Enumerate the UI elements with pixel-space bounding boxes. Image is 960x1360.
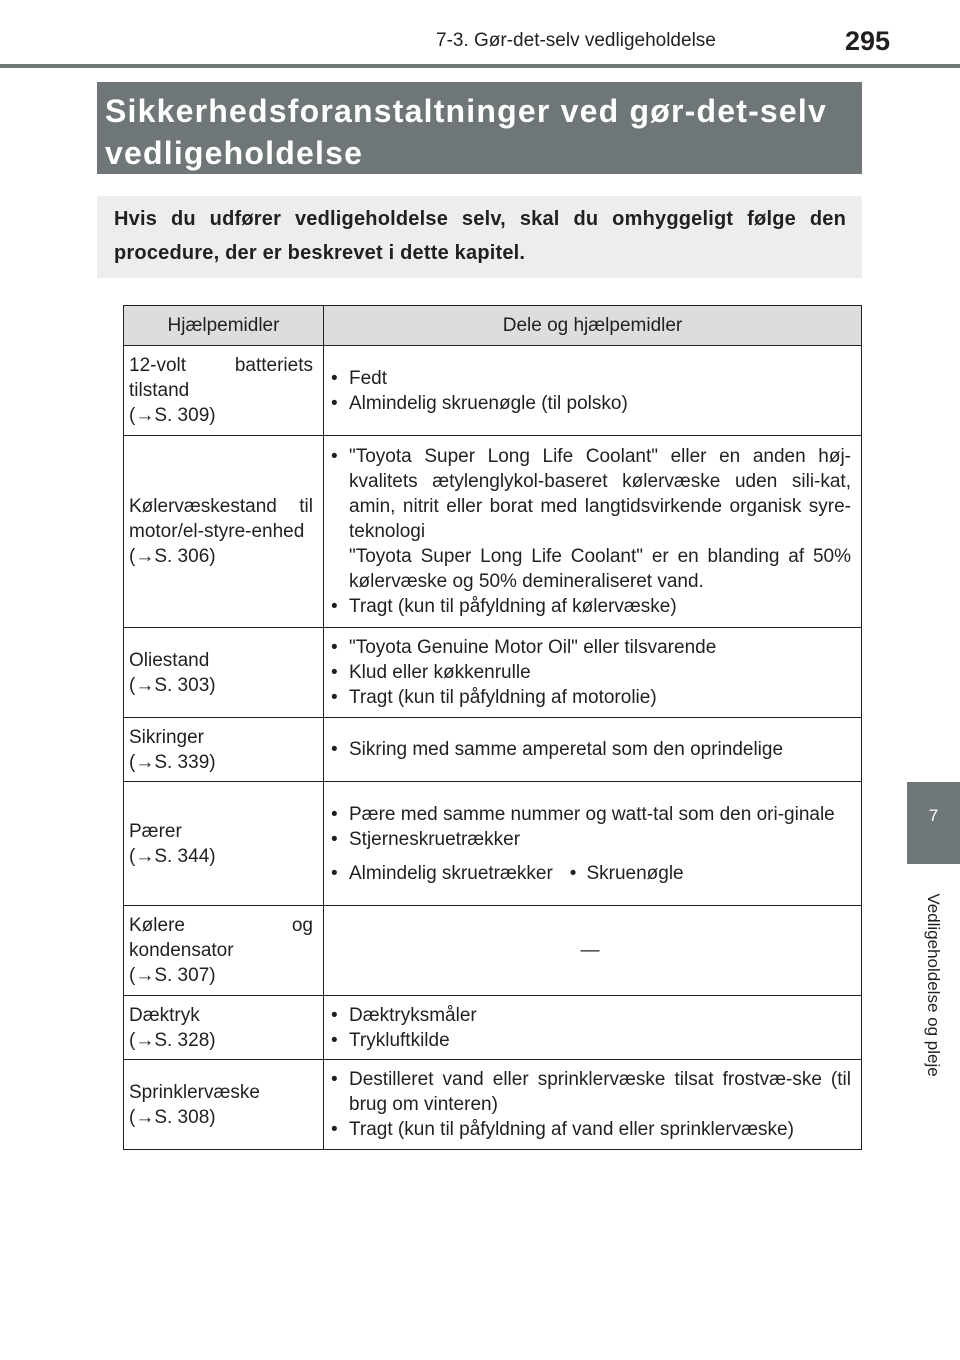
intro-text: Hvis du udfører vedligeholdelse selv, skal du omhyggeligt følge den procedure, der er beskrevet i dette kapitel. xyxy=(114,208,846,264)
list-item-text: Almindelig skruetrækker xyxy=(349,862,553,884)
page-reference: (→S. 303) xyxy=(129,674,216,696)
parts-cell xyxy=(324,436,862,628)
page-reference: (→S. 328) xyxy=(129,1029,216,1051)
parts-cell xyxy=(324,628,862,718)
table-row xyxy=(124,718,862,782)
list-item: • Klud eller køkkenrulle xyxy=(329,660,851,685)
header-rule xyxy=(0,64,960,68)
list-item: • Tragt (kun til påfyldning af vand eller sprinklervæske) xyxy=(329,1117,851,1142)
chapter-label: Vedligeholdelse og pleje xyxy=(924,893,943,1077)
item-name: Pærer xyxy=(129,820,182,842)
page-reference: (→S. 306) xyxy=(129,546,216,567)
column-header-tools: Hjælpemidler xyxy=(124,306,324,346)
list-item-note: "Toyota Super Long Life Coolant" er en blanding af 50% kølervæske og 50% demineraliseret vand. xyxy=(349,546,851,592)
parts-cell xyxy=(324,346,862,436)
page-reference: (→S. 339) xyxy=(129,751,216,773)
page-reference: (→S. 307) xyxy=(129,965,216,986)
list-item xyxy=(329,444,851,594)
parts-cell xyxy=(324,996,862,1060)
item-name: Sprinklervæske xyxy=(129,1081,260,1103)
list-item: • Tragt (kun til påfyldning af kølervæske) xyxy=(329,594,851,619)
intro-box xyxy=(97,196,862,278)
table-row xyxy=(124,906,862,996)
page-reference: (→S. 308) xyxy=(129,1106,216,1128)
item-cell xyxy=(124,782,324,906)
list-item-text: Skruenøgle xyxy=(586,862,684,884)
page-reference: (→S. 344) xyxy=(129,845,216,867)
list-item: • Pære med samme nummer og watt-tal som den ori-ginale xyxy=(329,802,851,827)
table-header-row xyxy=(124,306,862,346)
list-item: • Fedt xyxy=(329,366,851,391)
item-cell xyxy=(124,436,324,628)
column-header-parts: Dele og hjælpemidler xyxy=(324,306,862,346)
list-item-text: "Toyota Super Long Life Coolant" eller en anden høj-kvalitets ætylenglykol-baseret kølervæske uden sili-kat, amin, nitrit eller borat med langtidsvirkende organisk syre-teknologi xyxy=(349,446,851,542)
item-name: Oliestand xyxy=(129,649,210,671)
item-cell xyxy=(124,906,324,996)
list-item: • Sikring med samme amperetal som den oprindelige xyxy=(329,737,851,762)
page-reference: (→S. 309) xyxy=(129,405,216,426)
no-parts-dash: — xyxy=(580,940,600,961)
list-item: • "Toyota Genuine Motor Oil" eller tilsvarende xyxy=(329,635,851,660)
parts-cell-empty xyxy=(324,906,862,996)
parts-cell xyxy=(324,782,862,906)
item-name: Kølere og kondensator xyxy=(129,915,313,961)
section-title: Sikkerhedsforanstaltninger ved gør-det-selv vedligeholdelse xyxy=(105,93,828,171)
item-cell xyxy=(124,996,324,1060)
list-item: • Trykluftkilde xyxy=(329,1028,851,1053)
item-cell xyxy=(124,628,324,718)
table-row xyxy=(124,996,862,1060)
header-section-title: 7-3. Gør-det-selv vedligeholdelse xyxy=(436,30,716,51)
list-item: • Destilleret vand eller sprinklervæske tilsat frostvæ-ske (til brug om vinteren) xyxy=(329,1067,851,1117)
chapter-tab xyxy=(907,782,960,864)
item-cell xyxy=(124,1060,324,1150)
table-row xyxy=(124,782,862,906)
item-cell xyxy=(124,718,324,782)
table-row xyxy=(124,346,862,436)
item-name: Dæktryk xyxy=(129,1004,200,1026)
page-number: 295 xyxy=(845,26,891,56)
table-row xyxy=(124,628,862,718)
parts-cell xyxy=(324,1060,862,1150)
parts-cell xyxy=(324,718,862,782)
item-name: Sikringer xyxy=(129,726,204,748)
parts-table xyxy=(123,305,862,1150)
list-item: • Dæktryksmåler xyxy=(329,1003,851,1028)
list-item: • Stjerneskruetrækker xyxy=(329,827,851,852)
section-title-banner xyxy=(97,82,862,174)
list-item: • Tragt (kun til påfyldning af motorolie) xyxy=(329,685,851,710)
item-name: 12-volt batteriets tilstand xyxy=(129,355,313,401)
item-cell xyxy=(124,346,324,436)
table-row xyxy=(124,1060,862,1150)
table-row xyxy=(124,436,862,628)
chapter-number: 7 xyxy=(928,806,939,825)
list-item: • Almindelig skruetrækker • Skruenøgle xyxy=(329,861,851,886)
list-item: • Almindelig skruenøgle (til polsko) xyxy=(329,391,851,416)
item-name: Kølervæskestand til motor/el-styre-enhed xyxy=(129,496,313,542)
